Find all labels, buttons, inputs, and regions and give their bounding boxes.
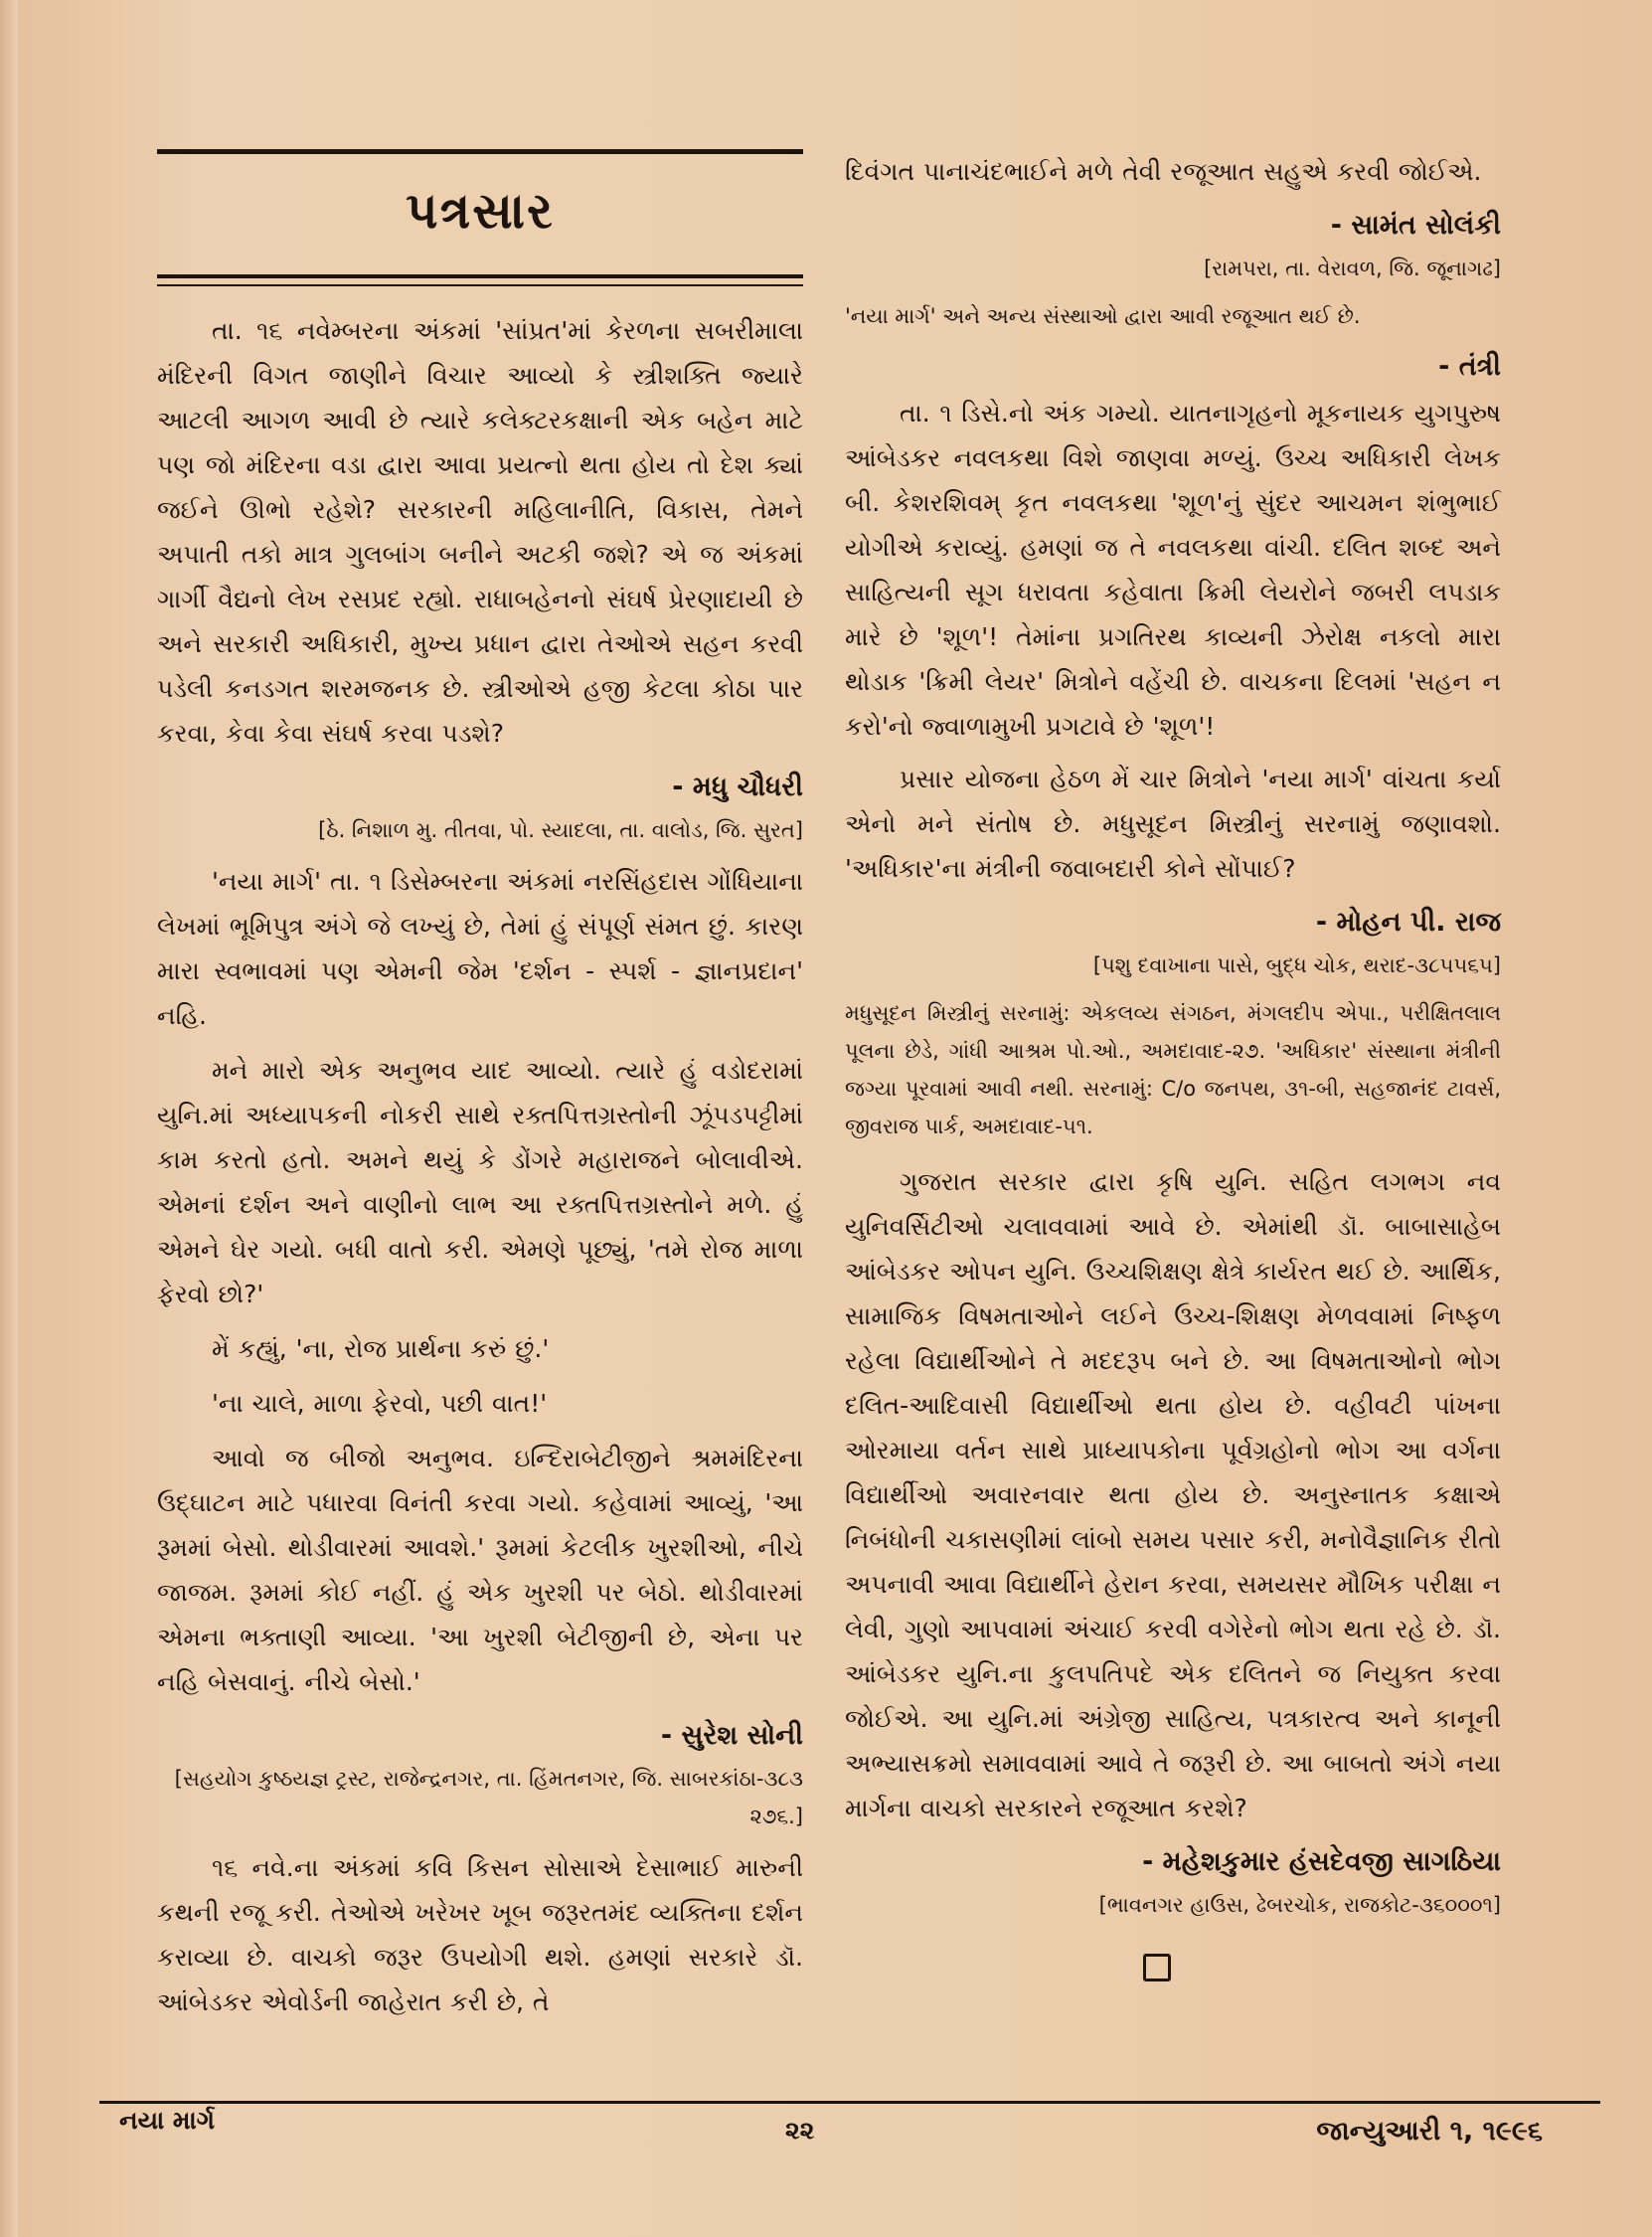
letter-2-para-1: 'નયા માર્ગ' તા. ૧ ડિસેમ્બરના અંકમાં નરસિંહદાસ ગોંધિયાના લેખમાં ભૂમિપુત્ર અંગે જે લખ્યું છે, તેમાં હું સંપૂર્ણ સંમત છું. કારણ મારા સ્વભાવમાં પણ એમની જેમ 'દર્શન - સ્પર્શ - જ્ઞાનપ્રદાન' નહિ.: [157, 867, 803, 1030]
footer-page-number: ૨૨: [785, 2116, 815, 2145]
letter-3-continued: દિવંગત પાનાચંદભાઈને મળે તેવી રજૂઆત સહુએ કરવી જોઈએ.: [845, 157, 1482, 186]
letter-2-para-4: 'ના ચાલે, માળા ફેરવો, પછી વાત!': [212, 1389, 548, 1418]
footer-rule: [99, 2101, 1600, 2104]
footer-date: જાન્યુઆરી ૧, ૧૯૯૬: [1316, 2116, 1543, 2147]
letter-5-signature: - મહેશકુમાર હંસદેવજી સાગઠિયા: [1142, 1846, 1501, 1877]
right-column: [845, 149, 1501, 1981]
letter-4-address: [પશુ દવાખાના પાસે, બુદ્ધ ચોક, થરાદ-૩૮૫૫૬૫]: [1092, 953, 1501, 977]
letter-5-address: [ભાવનગર હાઉસ, ઢેબરચોક, રાજકોટ-૩૬૦૦૦૧]: [1098, 1893, 1501, 1917]
letter-5-body: ગુજરાત સરકાર દ્વારા કૃષિ યુનિ. સહિત લગભગ નવ યુનિવર્સિટીઓ ચલાવવામાં આવે છે. એમાંથી ડૉ. બાબાસાહેબ આંબેડકર ઓપન યુનિ. ઉચ્ચશિક્ષણ ક્ષેત્રે કાર્યરત થઈ છે. આર્થિક, સામાજિક વિષમતાઓને લઈને ઉચ્ચ-શિક્ષણ મેળવવામાં નિષ્ફળ રહેલા વિદ્યાર્થીઓને તે મદદરૂપ બને છે. આ વિષમતાઓનો ભોગ દલિત-આદિવાસી વિદ્યાર્થીઓ થતા હોય છે. વહીવટી પાંખના ઓરમાયા વર્તન સાથે પ્રાધ્યાપકોના પૂર્વગ્રહોનો ભોગ આ વર્ગના વિદ્યાર્થીઓ અવારનવાર થતા હોય છે. અનુસ્નાતક કક્ષાએ નિબંધોની ચકાસણીમાં લાંબો સમય પસાર કરી, મનોવૈજ્ઞાનિક રીતો અપનાવી આવા વિદ્યાર્થીને હેરાન કરવા, સમયસર મૌખિક પરીક્ષા ન લેવી, ગુણો આપવામાં અંચાઈ કરવી વગેરેનો ભોગ થતા રહે છે. ડૉ. આંબેડકર યુનિ.ના કુલપતિપદે એક દલિતને જ નિયુક્ત કરવા જોઈએ. આ યુનિ.માં અંગ્રેજી સાહિત્ય, પત્રકારત્વ અને કાનૂની અભ્યાસક્રમો સમાવવામાં આવે તે જરૂરી છે. આ બાબતો અંગે નયા માર્ગના વાચકો સરકારને રજૂઆત કરશે?: [845, 1167, 1501, 1822]
page-title: પત્રસાર: [406, 182, 555, 240]
letter-1-signature: - મધુ ચૌધરી: [672, 772, 803, 802]
letter-4-para-2: પ્રસાર યોજના હેઠળ મેં ચાર મિત્રોને 'નયા માર્ગ' વાંચતા કર્યા એનો મને સંતોષ છે. મધુસૂદન મિસ્ત્રીનું સરનામું જણાવશો. 'અધિકાર'ના મંત્રીની જવાબદારી કોને સોંપાઈ?: [845, 765, 1501, 883]
editor-signature-1: - તંત્રી: [1438, 351, 1501, 382]
letter-3-signature: - સામંત સોલંકી: [1330, 210, 1501, 241]
editor-note-1: 'નયા માર્ગ' અને અન્ય સંસ્થાઓ દ્વારા આવી રજૂઆત થઈ છે.: [845, 304, 1361, 328]
end-of-section-mark: [1143, 1954, 1171, 1981]
letter-3-address: [રામપરા, તા. વેરાવળ, જિ. જૂનાગઢ]: [1204, 257, 1501, 280]
left-column: [157, 149, 803, 2024]
page-edge: [0, 0, 18, 2237]
letter-2-para-5: આવો જ બીજો અનુભવ. ઇન્દિરાબેટીજીને શ્રમમંદિરના ઉદ્ઘાટન માટે પધારવા વિનંતી કરવા ગયો. કહેવામાં આવ્યું, 'આ રૂમમાં બેસો. થોડીવારમાં આવશે.' રૂમમાં કેટલીક ખુરશીઓ, નીચે જાજમ. રૂમમાં કોઈ નહીં. હું એક ખુરશી પર બેઠો. થોડીવારમાં એમના ભક્તાણી આવ્યા. 'આ ખુરશી બેટીજીની છે, એના પર નહિ બેસવાનું. નીચે બેસો.': [157, 1444, 803, 1696]
letter-2-signature: - સુરેશ સોની: [660, 1720, 803, 1751]
letter-1-address: [ઠે. નિશાળ મુ. તીતવા, પો. સ્યાદલા, તા. વાલોડ, જિ. સુરત]: [318, 818, 803, 842]
letter-3-body: ૧૬ નવે.ના અંકમાં કવિ કિસન સોસાએ દેસાભાઈ મારુની કથની રજૂ કરી. તેઓએ ખરેખર ખૂબ જરૂરતમંદ વ્યક્તિના દર્શન કરાવ્યા છે. વાચકો જરૂર ઉપયોગી થશે. હમણાં સરકારે ડૉ. આંબેડકર એવોર્ડની જાહેરાત કરી છે, તે: [157, 1853, 803, 2016]
letter-4-signature: - મોહન પી. રાજ: [1315, 907, 1501, 938]
letter-1-body: તા. ૧૬ નવેમ્બરના અંકમાં 'સાંપ્રત'માં કેરળના સબરીમાલા મંદિરની વિગત જાણીને વિચાર આવ્યો કે સ્ત્રીશક્તિ જ્યારે આટલી આગળ આવી છે ત્યારે કલેક્ટરકક્ષાની એક બહેન માટે પણ જો મંદિરના વડા દ્વારા આવા પ્રયત્નો થતા હોય તો દેશ ક્યાં જઈને ઊભો રહેશે? સરકારની મહિલાનીતિ, વિકાસ, તેમને અપાતી તકો માત્ર ગુલબાંગ બનીને અટકી જશે? એ જ અંકમાં ગાર્ગી વૈદ્યનો લેખ રસપ્રદ રહ્યો. રાધાબહેનનો સંઘર્ષ પ્રેરણાદાયી છે અને સરકારી અધિકારી, મુખ્ય પ્રધાન દ્વારા તેઓએ સહન કરવી પડેલી કનડગત શરમજનક છે. સ્ત્રીઓએ હજી કેટલા કોઠા પાર કરવા, કેવા કેવા સંઘર્ષ કરવા પડશે?: [157, 316, 803, 748]
letter-2-address: [સહયોગ કુષ્ઠયજ્ઞ ટ્રસ્ટ, રાજેન્દ્રનગર, તા. હિંમતનગર, જિ. સાબરકાંઠા-૩૮૩ ૨૭૬.]: [174, 1767, 803, 1828]
letter-2-para-2: મને મારો એક અનુભવ યાદ આવ્યો. ત્યારે હું વડોદરામાં યુનિ.માં અધ્યાપકની નોકરી સાથે રક્તપિત્તગ્રસ્તોની ઝૂંપડપટ્ટીમાં કામ કરતો હતો. અમને થયું કે ડોંગરે મહારાજને બોલાવીએ. એમનાં દર્શન અને વાણીનો લાભ આ રક્તપિત્તગ્રસ્તોને મળે. હું એમને ઘેર ગયો. બધી વાતો કરી. એમણે પૂછ્યું, 'તમે રોજ માળા ફેરવો છો?': [157, 1056, 803, 1308]
footer-publication: નયા માર્ગ: [119, 2106, 215, 2135]
letter-4-para-1: તા. ૧ ડિસે.નો અંક ગમ્યો. યાતનાગૃહનો મૂકનાયક યુગપુરુષ આંબેડકર નવલકથા વિશે જાણવા મળ્યું. ઉચ્ચ અધિકારી લેખક બી. કેશરશિવમ્ કૃત નવલકથા 'શૂળ'નું સુંદર આચમન શંભુભાઈ યોગીએ કરાવ્યું. હમણાં જ તે નવલકથા વાંચી. દલિત શબ્દ અને સાહિત્યની સૂગ ધરાવતા કહેવાતા ક્રિમી લેયરોને જબરી લપડાક મારે છે 'શૂળ'! તેમાંના પ્રગતિરથ કાવ્યની ઝેરોક્ષ નકલો મારા થોડાક 'ક્રિમી લેયર' મિત્રોને વહેંચી છે. વાચકના દિલમાં 'સહન ન કરો'નો જ્વાળામુખી પ્રગટાવે છે 'શૂળ'!: [845, 399, 1501, 741]
letter-2-para-3: મેં કહ્યું, 'ના, રોજ પ્રાર્થના કરું છું.': [212, 1334, 550, 1363]
editor-note-2: મધુસૂદન મિસ્ત્રીનું સરનામું: એકલવ્ય સંગઠન, મંગલદીપ એપા., પરીક્ષિતલાલ પૂલના છેડે, ગાંધી આશ્રમ પો.ઓ., અમદાવાદ-૨૭. 'અધિકાર' સંસ્થાના મંત્રીની જગ્યા પૂરવામાં આવી નથી. સરનામું: C/o જનપથ, ૩૧-બી, સહજાનંદ ટાવર્સ, જીવરાજ પાર્ક, અમદાવાદ-૫૧.: [845, 1001, 1501, 1138]
